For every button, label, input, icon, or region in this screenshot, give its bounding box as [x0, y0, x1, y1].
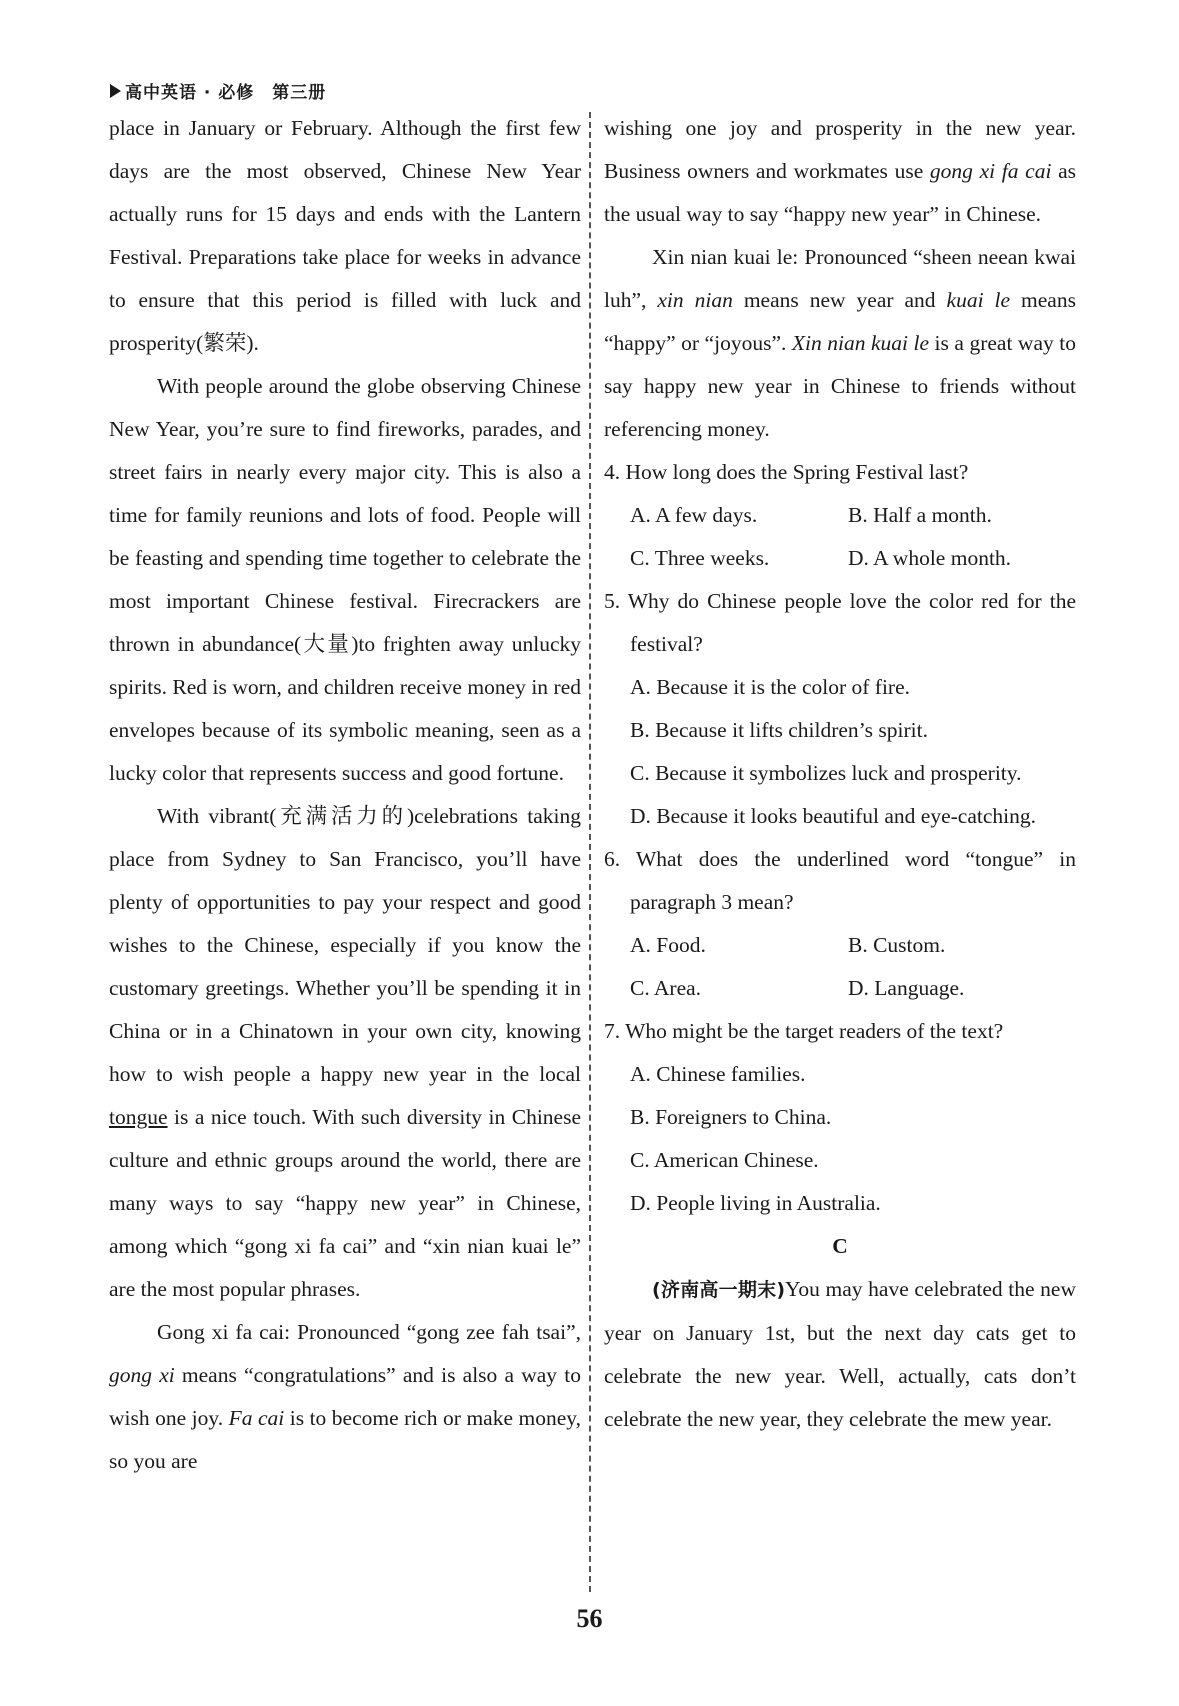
option: A. Because it is the color of fire. — [630, 675, 911, 699]
option: A. Chinese families. — [630, 1062, 806, 1086]
option: C. Three weeks. — [630, 546, 770, 570]
option: B. Because it lifts children’s spirit. — [630, 718, 928, 742]
option: B. Half a month. — [848, 503, 992, 527]
option: D. A whole month. — [848, 546, 1012, 570]
paragraph: With vibrant(充满活力的)celebrations taking place from Sydney to San Francisco, you’ll have plenty of opportunities to pay your respect and good wishes to the Chinese, especially if you know the customary greetings. Whether you’ll be spending it in China or in a Chinatown in your own city, knowing how to wish people a happy new year in the local tongue is a nice touch. With such diversity in Chinese culture and ethnic groups around the world, there are many ways to say “happy new year” in Chinese, among which “gong xi fa cai” and “xin nian kuai le” are the most popular phrases. — [109, 804, 581, 1301]
option: C. Area. — [630, 976, 702, 1000]
question-stem: 4. How long does the Spring Festival last? — [604, 460, 969, 484]
paragraph: Gong xi fa cai: Pronounced “gong zee fah tsai”, gong xi means “congratulations” and is also a way to wish one joy. Fa cai is to become rich or make money, so you are — [109, 1320, 581, 1473]
column-divider — [589, 112, 591, 1592]
question-stem: 6. What does the underlined word “tongue” in paragraph 3 mean? — [604, 847, 1076, 914]
left-column — [109, 107, 581, 1483]
book-header — [110, 78, 326, 103]
section-label: C — [832, 1234, 848, 1258]
underlined-word: tongue — [109, 1105, 168, 1129]
right-column — [604, 107, 1076, 1441]
option: A. A few days. — [630, 503, 758, 527]
option: D. People living in Australia. — [630, 1191, 881, 1215]
page-number: 56 — [576, 1604, 603, 1633]
question-stem: 7. Who might be the target readers of the text? — [604, 1019, 1004, 1043]
option: A. Food. — [630, 933, 706, 957]
option: D. Because it looks beautiful and eye-catching. — [630, 804, 1036, 828]
triangle-icon — [110, 84, 121, 98]
option: D. Language. — [848, 976, 965, 1000]
paragraph: wishing one joy and prosperity in the new year. Business owners and workmates use gong xi fa cai as the usual way to say “happy new year” in Chinese. — [604, 116, 1076, 226]
question-stem: 5. Why do Chinese people love the color red for the festival? — [604, 589, 1076, 656]
question-options — [604, 924, 1076, 1010]
paragraph: (济南高一期末)You may have celebrated the new year on January 1st, but the next day cats get to celebrate the new year. Well, actually, cats don’t celebrate the new year, they celebrate the mew year. — [604, 1277, 1076, 1431]
header-title: 高中英语 · 必修 第三册 — [125, 83, 327, 103]
option: B. Custom. — [848, 933, 946, 957]
paragraph: Xin nian kuai le: Pronounced “sheen neean kwai luh”, xin nian means new year and kuai le means “happy” or “joyous”. Xin nian kuai le is a great way to say happy new year in Chinese to friends without referencing money. — [604, 245, 1076, 441]
option: C. Because it symbolizes luck and prosperity. — [630, 761, 1022, 785]
paragraph: place in January or February. Although the first few days are the most observed, Chinese New Year actually runs for 15 days and ends with the Lantern Festival. Preparations take place for weeks in advance to ensure that this period is filled with luck and prosperity(繁荣). — [109, 116, 581, 355]
question-options — [604, 494, 1076, 580]
source-label: (济南高一期末) — [652, 1279, 786, 1301]
option: C. American Chinese. — [630, 1148, 819, 1172]
paragraph: With people around the globe observing Chinese New Year, you’re sure to find fireworks, parades, and street fairs in nearly every major city. This is also a time for family reunions and lots of food. People will be feasting and spending time together to celebrate the most important Chinese festival. Firecrackers are thrown in abundance(大量)to frighten away unlucky spirits. Red is worn, and children receive money in red envelopes because of its symbolic meaning, seen as a lucky color that represents success and good fortune. — [109, 374, 581, 785]
option: B. Foreigners to China. — [630, 1105, 832, 1129]
